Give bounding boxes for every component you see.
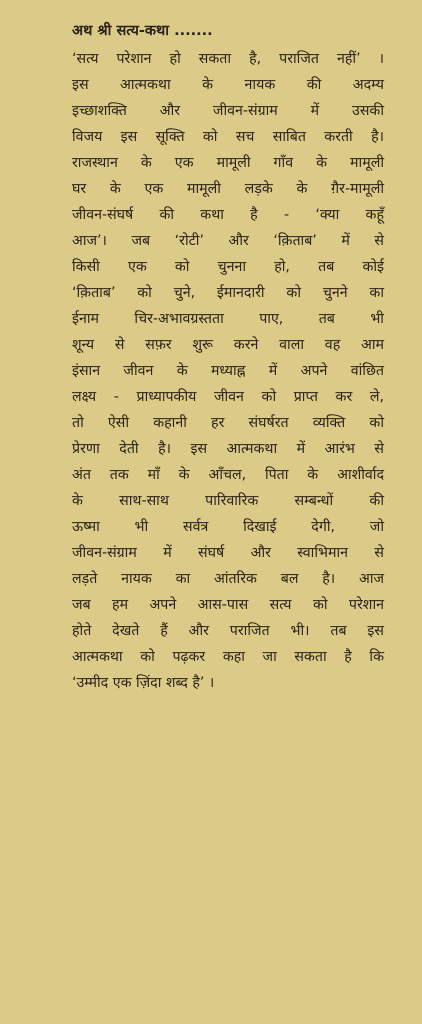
paragraph-line: आत्मकथा को पढ़कर कहा जा सकता है कि	[72, 649, 384, 665]
paragraph-line: लड़ते नायक का आंतरिक बल है। आज	[72, 571, 384, 587]
paragraph-line: ‘क़िताब’ को चुने, ईमानदारी को चुनने का	[72, 285, 384, 301]
paragraph-line: राजस्थान के एक मामूली गाँव के मामूली	[72, 155, 384, 171]
paragraph-line: जब हम अपने आस-पास सत्य को परेशान	[72, 597, 384, 613]
paragraph-line: ऊष्मा भी सर्वत्र दिखाई देगी, जो	[72, 519, 384, 535]
blurb-heading: अथ श्री सत्य-कथा .......	[72, 23, 213, 39]
paragraph-line: इस आत्मकथा के नायक की अदम्य	[72, 77, 384, 93]
paragraph-line: ईनाम चिर-अभावग्रस्तता पाए, तब भी	[72, 311, 384, 327]
paragraph-line: आज’। जब ‘रोटी’ और ‘क़िताब’ में से	[72, 233, 384, 249]
paragraph-line: किसी एक को चुनना हो, तब कोई	[72, 259, 384, 275]
paragraph-line: के साथ-साथ पारिवारिक सम्बन्धों की	[72, 493, 384, 509]
paragraph-line: शून्य से सफ़र शुरू करने वाला वह आम	[72, 337, 384, 353]
paragraph-line-last: ‘उम्मीद एक ज़िंदा शब्द है’ ।	[72, 675, 215, 691]
paragraph-line: जीवन-संघर्ष की कथा है - ‘क्या कहूँ	[72, 207, 384, 223]
paragraph-line: इंसान जीवन के मध्याह्न में अपने वांछित	[72, 363, 384, 379]
paragraph-line: अंत तक माँ के आँचल, पिता के आशीर्वाद	[72, 467, 384, 483]
blurb-paragraph	[72, 46, 384, 696]
paragraph-line: होते देखते हैं और पराजित भी। तब इस	[72, 623, 384, 639]
paragraph-line: ‘सत्य परेशान हो सकता है, पराजित नहीं’ ।	[72, 51, 384, 67]
paragraph-line: तो ऐसी कहानी हर संघर्षरत व्यक्ति को	[72, 415, 384, 431]
paragraph-line: जीवन-संग्राम में संघर्ष और स्वाभिमान से	[72, 545, 384, 561]
paragraph-line: घर के एक मामूली लड़के के ग़ैर-मामूली	[72, 181, 384, 197]
paragraph-line: इच्छाशक्ति और जीवन-संग्राम में उसकी	[72, 103, 384, 119]
paragraph-line: प्रेरणा देती है। इस आत्मकथा में आरंभ से	[72, 441, 384, 457]
paragraph-line: लक्ष्य - प्राध्यापकीय जीवन को प्राप्त कर ले,	[72, 389, 384, 405]
paragraph-line: विजय इस सूक्ति को सच साबित करती है।	[72, 129, 384, 145]
